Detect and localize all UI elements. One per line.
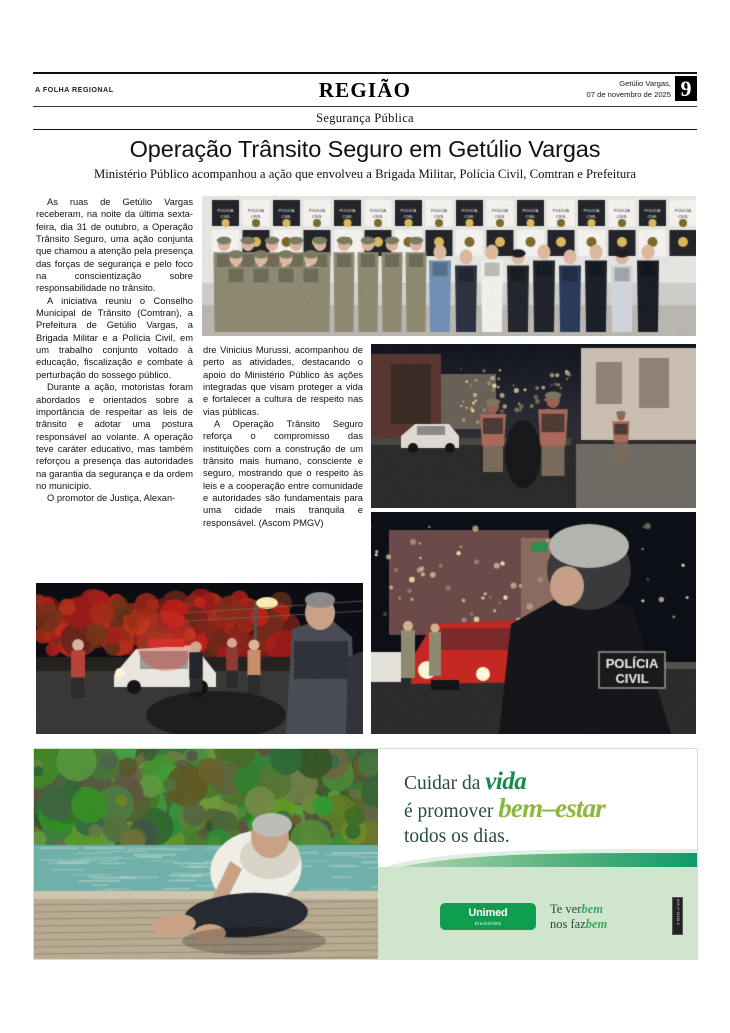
ad-line-2-plain: é promover [404,801,499,822]
unimed-logo-name: Unimed [468,907,508,919]
photo-canvas [371,344,696,508]
section-title: REGIÃO [318,77,412,102]
ad-slogan-1-plain: Te ver [550,902,582,916]
ad-slogan [550,902,607,931]
policia-civil-officer-photo [371,512,696,734]
ad-content-panel [378,749,697,959]
body-column-1 [36,196,193,505]
dateline-date: 07 de novembro de 2025 [586,89,671,99]
photo-canvas [36,583,363,734]
paragraph: A Operação Trânsito Seguro reforça o compromisso das instituições com a construção de um trânsito mais humano, consciente e seguro, mostrando que o respeito às leis e a cooperação entre comunidade e autoridades são fundamentais para uma cidade mais tranquila e responsável. (Ascom PMGV) [203,419,363,528]
ad-headline-copy [404,769,694,849]
photo-canvas [371,512,696,734]
article-headline: Operação Trânsito Seguro em Getúlio Vargas [129,136,601,162]
page-number: 9 [675,76,697,101]
ad-line-1 [404,769,694,796]
article-subhead: Ministério Público acompanhou a ação que envolveu a Brigada Militar, Polícia Civil, Comtran e Prefeitura [93,167,637,181]
ad-line-1-plain: Cuidar da [404,773,486,794]
paper-name: A FOLHA REGIONAL [35,84,114,94]
group-photo-police-forces [202,196,696,336]
paragraph: O promotor de Justiça, Alexan- [47,493,176,504]
dateline [587,78,671,100]
section-kicker: Segurança Pública [316,110,414,125]
ad-logo-row [440,901,690,935]
ad-slogan-2-accent: bem [585,916,608,931]
paragraph: A iniciativa reuniu o Conselho Municipal de Trânsito (Comtran), a Prefeitura de Getúlio Vargas, a Brigada Militar e a Polícia Civil, em um trabalho conjunto voltado à educação, fiscalização e combate à perturbação do sossego público. [36,295,193,380]
ad-lifestyle-photo [34,749,384,959]
body-column-2 [203,344,363,529]
ad-line-2 [404,793,694,824]
ad-line-2-script: bem–estar [498,793,606,823]
dateline-city: Getúlio Vargas, [619,78,671,88]
photo-canvas [202,196,696,336]
ad-line-3: todos os dias. [404,826,510,847]
ad-slogan-1-accent: bem [581,902,603,916]
ad-slogan-line-1 [550,902,607,917]
photo-canvas [34,749,384,959]
ad-slogan-2-plain: nos faz [550,916,586,931]
night-street-patrol-photo [371,344,696,508]
paragraph: dre Vinicius Murussi, acompanhou de perto as atividades, destacando o apoio do Ministério Público às ações integradas que visam proteger a vida e fortalecer a cultura de respeito nas vias públicas. [203,345,363,417]
ans-registration-text: ANS nº 31382-8 [676,899,680,925]
paragraph: As ruas de Getúlio Vargas receberam, na noite da última sexta-feira, dia 31 de outubro, a Operação Trânsito Seguro, uma ação conjunta que chamou a atenção pela presença das forças de segurança e pelo foco na conscientização sobre responsabilidade no trânsito. [36,197,193,294]
masthead [33,72,697,130]
ad-line-1-script: vida [485,768,527,795]
masthead-rule-bottom [33,129,697,131]
night-traffic-stop-photo [36,583,363,734]
unimed-advertisement[interactable] [33,748,698,960]
masthead-row [33,74,697,106]
ans-registration-stamp [672,897,683,935]
unimed-logo-city: Erechim/RS [474,921,502,926]
unimed-logo[interactable] [440,903,536,930]
paragraph: Durante a ação, motoristas foram abordados e orientados sobre a importância de respeitar as leis de trânsito e adotar uma postura responsável ao volante. A operação teve caráter educativo, mas também reforçou a presença das autoridades na garantia da segurança e da ordem no município. [36,382,193,491]
ad-slogan-line-2 [550,917,607,932]
